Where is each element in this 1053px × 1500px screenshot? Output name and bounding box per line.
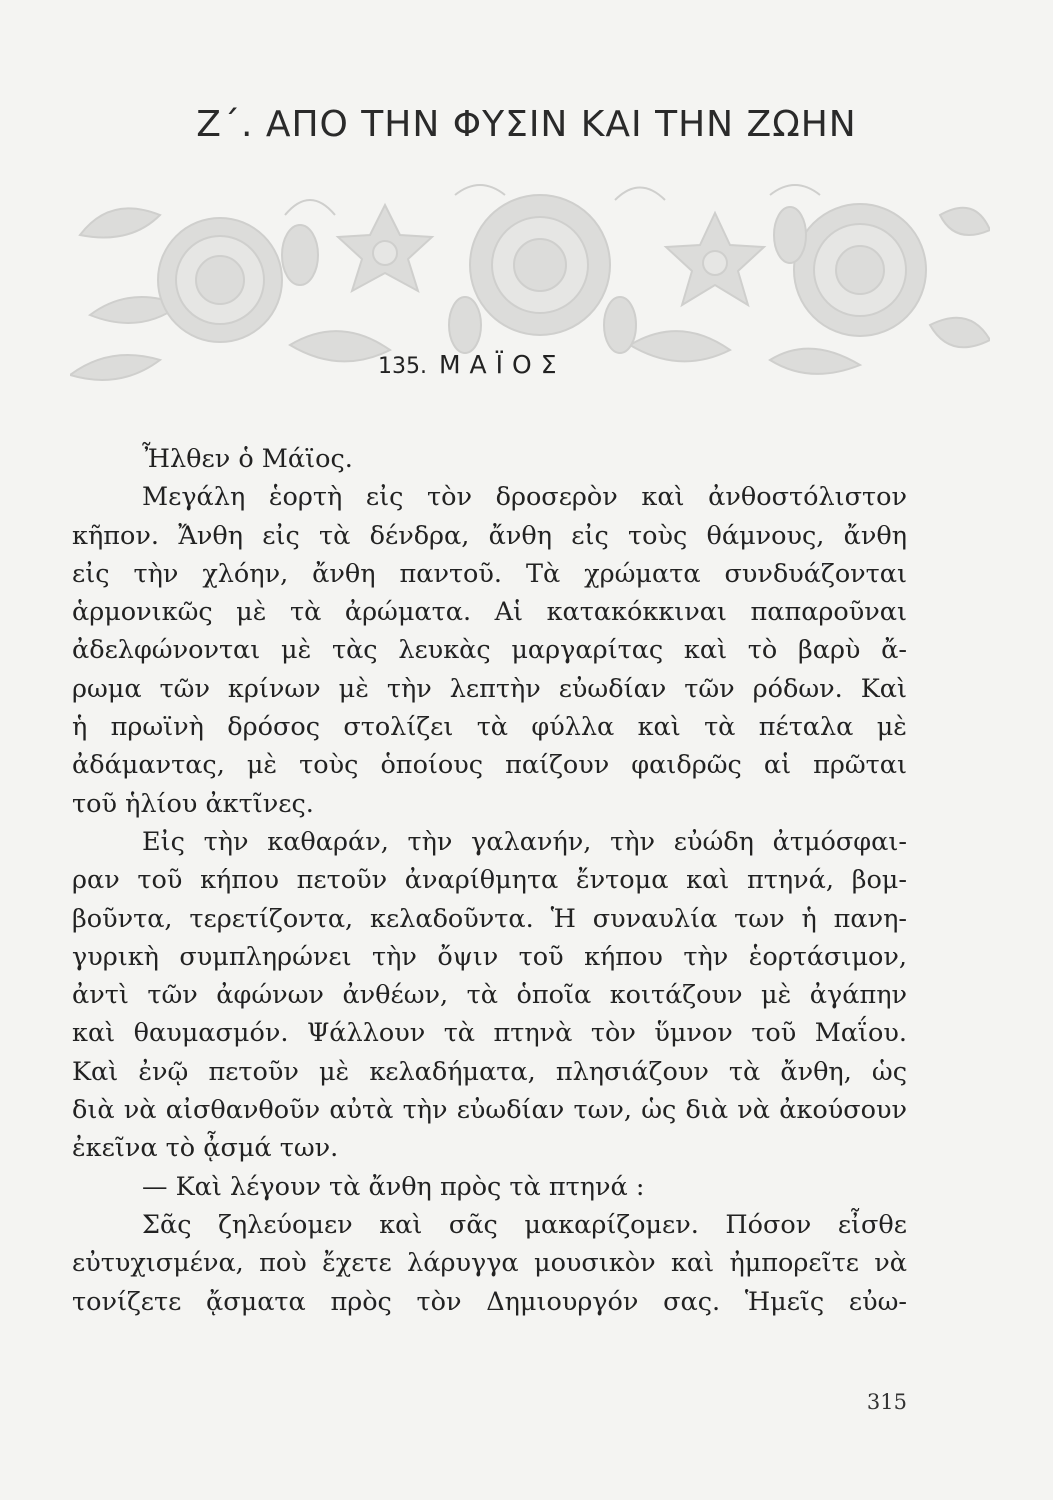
text-line: γυρικὴ συμπληρώνει τὴν ὄψιν τοῦ κήπου τὴν ἑορτάσιμον, xyxy=(72,941,907,972)
text-line: Εἰς τὴν καθαράν, τὴν γαλανήν, τὴν εὐώδη ἀτμόσφαι- xyxy=(142,826,907,857)
text-line: κῆπον. Ἄνθη εἰς τὰ δένδρα, ἄνθη εἰς τοὺς θάμνους, ἄνθη xyxy=(72,520,907,551)
text-line: βοῦντα, τερετίζοντα, κελαδοῦντα. Ἡ συναυλία των ἡ πανη- xyxy=(72,903,907,934)
text-line: ρωμα τῶν κρίνων μὲ τὴν λεπτὴν εὐωδίαν τῶν ρόδων. Καὶ xyxy=(72,673,907,704)
text-line: ἀδάμαντας, μὲ τοὺς ὁποίους παίζουν φαιδρῶς αἱ πρῶται xyxy=(72,750,907,781)
text-line: εἰς τὴν χλόην, ἄνθη παντοῦ. Τὰ χρώματα συνδυάζονται xyxy=(72,558,907,589)
text-line: ἀντὶ τῶν ἀφώνων ἀνθέων, τὰ ὁποῖα κοιτάζουν μὲ ἀγάπην xyxy=(72,980,907,1011)
chapter-heading xyxy=(378,350,566,379)
text-line: διὰ νὰ αἰσθανθοῦν αὐτὰ τὴν εὐωδίαν των, ὡς διὰ νὰ ἀκούσουν xyxy=(72,1095,907,1126)
text-line: — Καὶ λέγουν τὰ ἄνθη πρὸς τὰ πτηνά : xyxy=(142,1171,645,1202)
text-line: ἁρμονικῶς μὲ τὰ ἀρώματα. Αἱ κατακόκκιναι παπαροῦναι xyxy=(72,597,907,628)
text-line: Μεγάλη ἑορτὴ εἰς τὸν δροσερὸν καὶ ἀνθοστόλιστον xyxy=(142,482,907,513)
text-line: Ἦλθεν ὁ Μάϊος. xyxy=(142,444,353,474)
text-line: τοῦ ἡλίου ἀκτῖνες. xyxy=(72,788,314,819)
page-number: 315 xyxy=(866,1390,907,1414)
text-line: τονίζετε ᾄσματα πρὸς τὸν Δημιουργόν σας. Ἡμεῖς εὐω- xyxy=(72,1286,907,1317)
section-title: Ζ΄. ΑΠΟ ΤΗΝ ΦΥΣΙΝ ΚΑΙ ΤΗΝ ΖΩΗΝ xyxy=(196,104,857,145)
text-line: ἐκεῖνα τὸ ᾆσμά των. xyxy=(72,1133,339,1164)
text-line: καὶ θαυμασμόν. Ψάλλουν τὰ πτηνὰ τὸν ὕμνον τοῦ Μαΐου. xyxy=(72,1018,907,1049)
text-line: ἀδελφώνονται μὲ τὰς λευκὰς μαργαρίτας καὶ τὸ βαρὺ ἄ- xyxy=(72,635,907,666)
text-line: Σᾶς ζηλεύομεν καὶ σᾶς μακαρίζομεν. Πόσον εἶσθε xyxy=(142,1209,907,1240)
text-line: ἡ πρωϊνὴ δρόσος στολίζει τὰ φύλλα καὶ τὰ πέταλα μὲ xyxy=(72,712,907,743)
body-text xyxy=(72,440,907,1321)
text-line: εὐτυχισμένα, ποὺ ἔχετε λάρυγγα μουσικὸν καὶ ἠμπορεῖτε νὰ xyxy=(72,1248,907,1279)
text-line: Καὶ ἐνῷ πετοῦν μὲ κελαδήματα, πλησιάζουν τὰ ἄνθη, ὡς xyxy=(72,1056,907,1087)
text-line: ραν τοῦ κήπου πετοῦν ἀναρίθμητα ἔντομα καὶ πτηνά, βομ- xyxy=(72,865,907,896)
chapter-title: ΜΑΪΟΣ xyxy=(438,350,566,379)
chapter-number: 135. xyxy=(378,354,427,379)
